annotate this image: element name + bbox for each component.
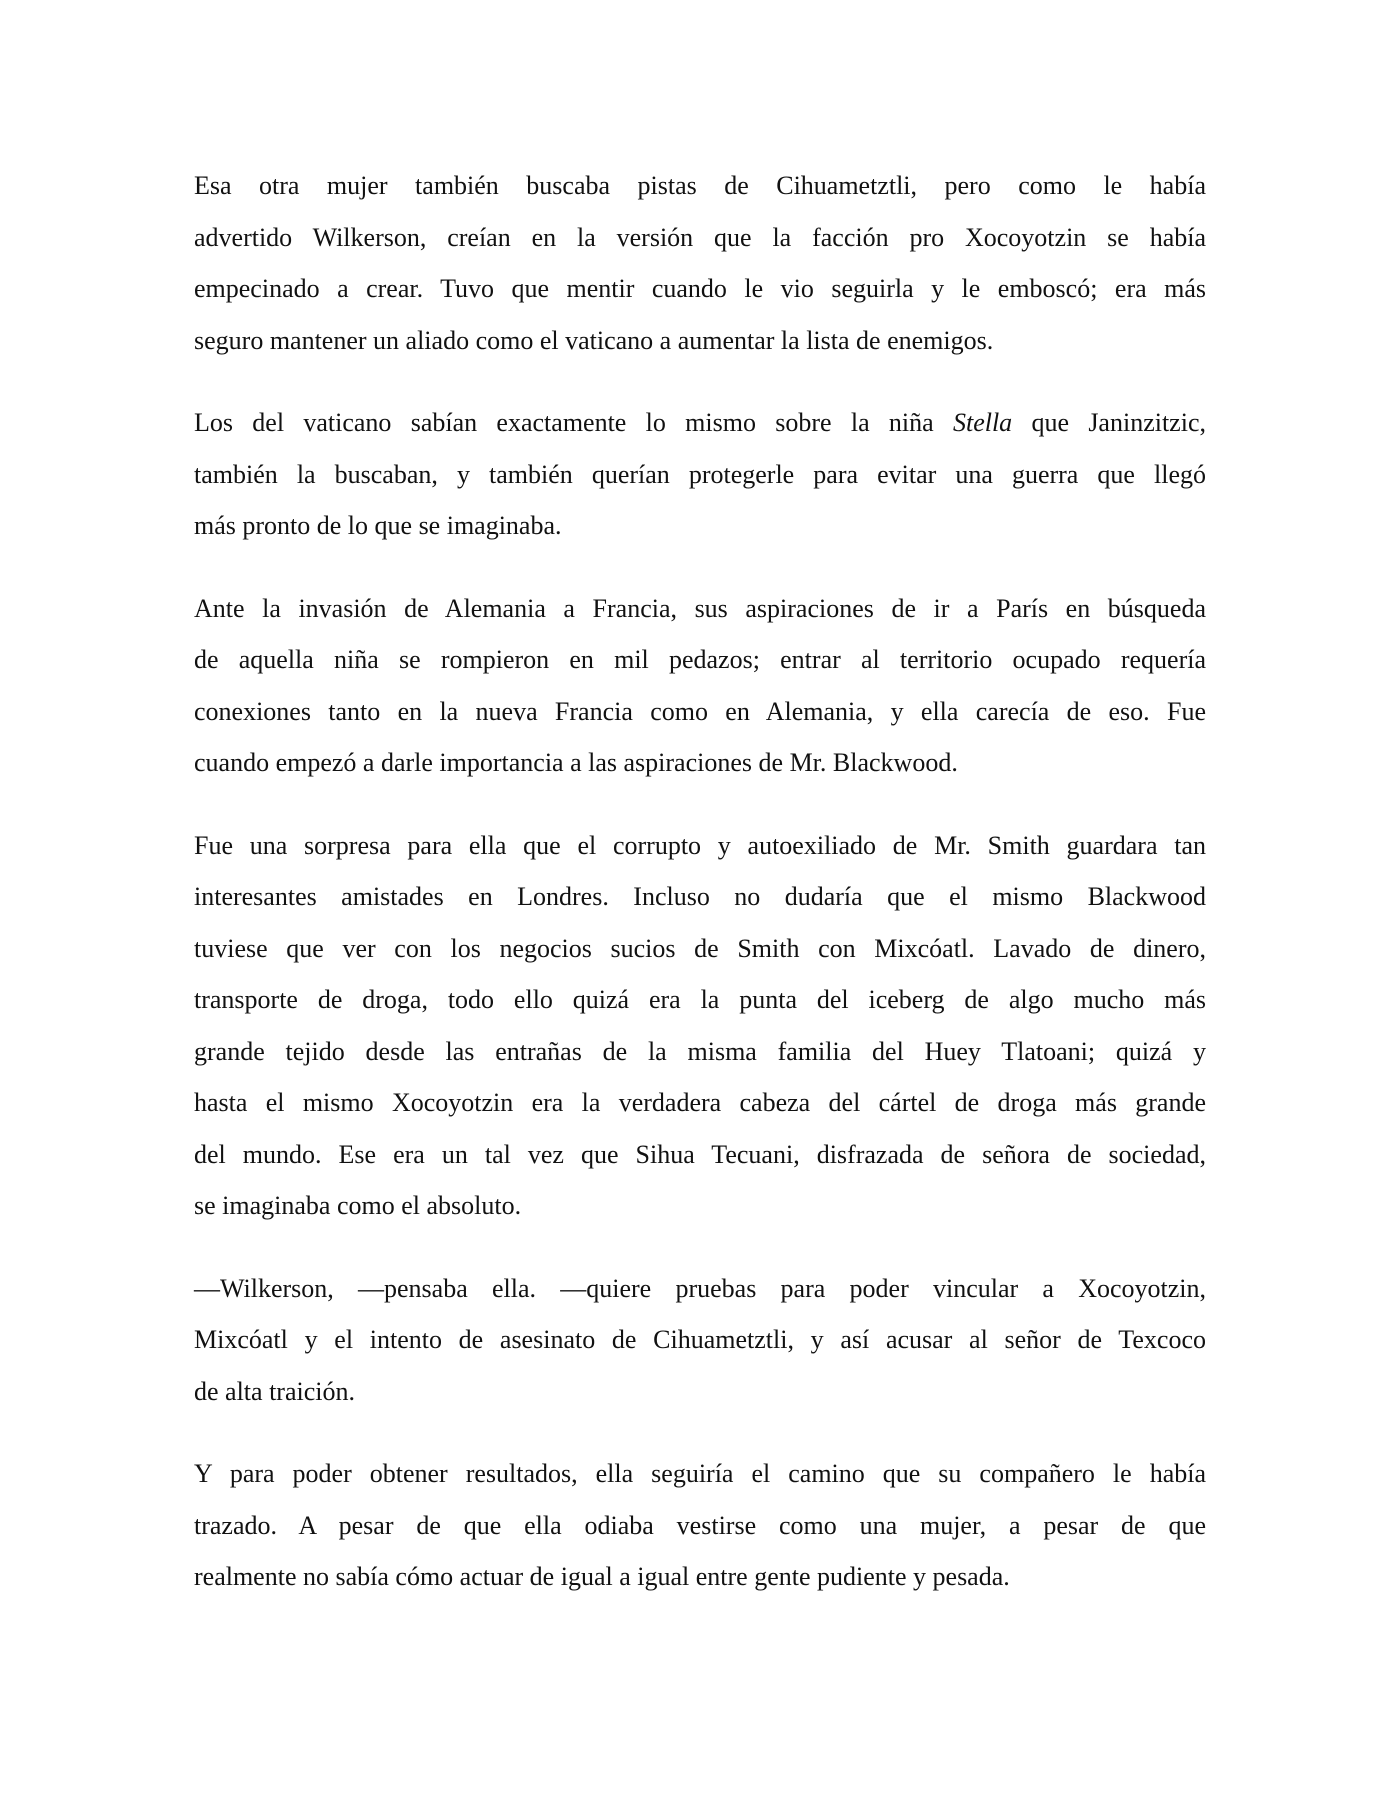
text-line: empecinado a crear. Tuvo que mentir cuando le vio seguirla y le emboscó; era más [194, 274, 1206, 303]
text-line: tuviese que ver con los negocios sucios de Smith con Mixcóatl. Lavado de dinero, [194, 933, 1206, 963]
text-line: transporte de droga, todo ello quizá era la punta del iceberg de algo mucho más [194, 985, 1206, 1014]
text-line: trazado. A pesar de que ella odiaba vestirse como una mujer, a pesar de que [194, 1510, 1206, 1540]
text-line: advertido Wilkerson, creían en la versión que la facción pro Xocoyotzin se había [194, 222, 1206, 252]
text-line: se imaginaba como el absoluto. [194, 1191, 522, 1220]
paragraph-1 [194, 160, 1206, 366]
text-line: más pronto de lo que se imaginaba. [194, 511, 562, 540]
text-line: interesantes amistades en Londres. Incluso no dudaría que el mismo Blackwood [194, 882, 1206, 911]
text-line: —Wilkerson, —pensaba ella. —quiere pruebas para poder vincular a Xocoyotzin, [194, 1273, 1206, 1303]
paragraph-3 [194, 583, 1206, 789]
text-line: grande tejido desde las entrañas de la misma familia del Huey Tlatoani; quizá y [194, 1036, 1206, 1066]
text-run: que Janinzitzic, [1012, 408, 1206, 437]
text-line: Esa otra mujer también buscaba pistas de Cihuametztli, pero como le había [194, 171, 1206, 200]
italic-text-run: Stella [952, 408, 1013, 437]
text-line: del mundo. Ese era un tal vez que Sihua Tecuani, disfrazada de señora de sociedad, [194, 1139, 1206, 1169]
text-line: seguro mantener un aliado como el vaticano a aumentar la lista de enemigos. [194, 325, 994, 355]
paragraph-5 [194, 1263, 1206, 1418]
text-line: Fue una sorpresa para ella que el corrupto y autoexiliado de Mr. Smith guardara tan [194, 830, 1206, 860]
text-line: Ante la invasión de Alemania a Francia, sus aspiraciones de ir a París en búsqueda [194, 593, 1206, 623]
text-line [194, 397, 1206, 449]
text-line: realmente no sabía cómo actuar de igual a igual entre gente pudiente y pesada. [194, 1562, 1010, 1591]
text-line: de aquella niña se rompieron en mil pedazos; entrar al territorio ocupado requería [194, 645, 1206, 674]
paragraph-2 [194, 397, 1206, 552]
text-line: de alta traición. [194, 1376, 355, 1406]
body-text [194, 160, 1206, 1634]
text-line: conexiones tanto en la nueva Francia como en Alemania, y ella carecía de eso. Fue [194, 696, 1206, 726]
text-line: hasta el mismo Xocoyotzin era la verdadera cabeza del cártel de droga más grande [194, 1088, 1206, 1117]
text-line: cuando empezó a darle importancia a las aspiraciones de Mr. Blackwood. [194, 748, 958, 777]
text-line: también la buscaban, y también querían protegerle para evitar una guerra que llegó [194, 459, 1206, 489]
text-line: Mixcóatl y el intento de asesinato de Cihuametztli, y así acusar al señor de Texcoco [194, 1325, 1206, 1354]
paragraph-4 [194, 820, 1206, 1232]
text-line: Y para poder obtener resultados, ella seguiría el camino que su compañero le había [194, 1459, 1206, 1488]
text-run: Los del vaticano sabían exactamente lo mismo sobre la niña [194, 408, 953, 437]
paragraph-6 [194, 1448, 1206, 1603]
